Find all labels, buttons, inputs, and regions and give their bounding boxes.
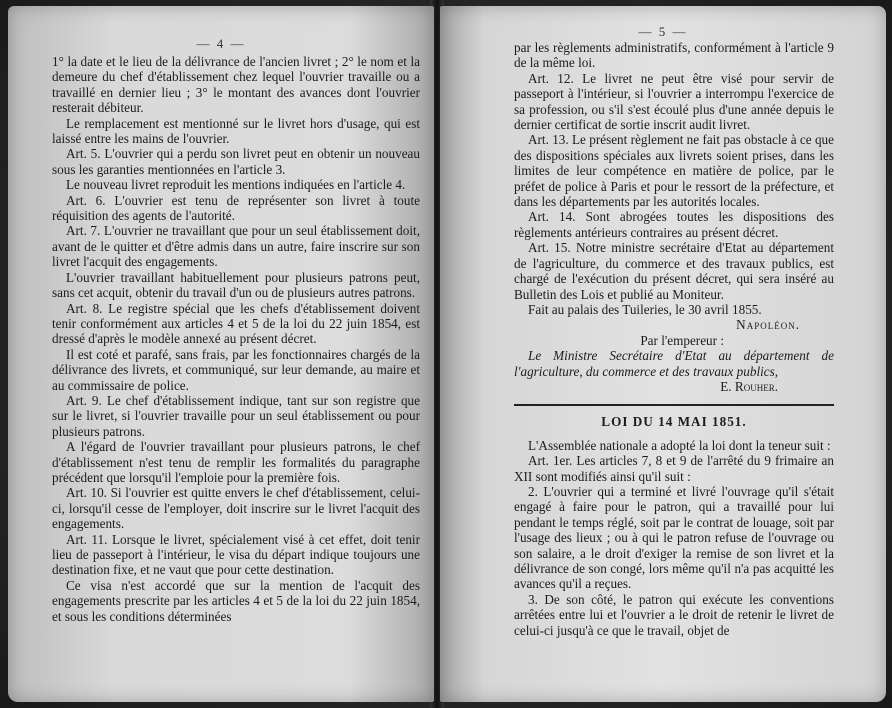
paragraph: A l'égard de l'ouvrier travaillant pour plusieurs patrons, le chef d'établissement n'est tenu de remplir les formalités du paragraphe précédent que lorsqu'il l'emploie pour la première fois. (52, 439, 420, 485)
page-number: — 4 — (196, 36, 246, 51)
paragraph: Art. 14. Sont abrogées toutes les dispositions des règlements antérieurs contraires au présent décret. (514, 209, 834, 240)
paragraph: Art. 7. L'ouvrier ne travaillant que pour un seul établissement doit, avant de le quitter et d'être admis dans un autre, faire inscrire sur son livret l'acquit des engagements. (52, 223, 420, 270)
signature-minister: Le Ministre Secrétaire d'Etat au département de l'agriculture, du commerce et des travaux publics, (514, 348, 834, 379)
paragraph: 1° la date et le lieu de la délivrance de l'ancien livret ; 2° le nom et la demeure du chef d'établissement chez lequel l'ouvrier travaille ou a travaillé en dernier lieu ; 3° le montant des avances dont l'ouvrier resterait débiteur. (52, 54, 420, 116)
paragraph: Le nouveau livret reproduit les mentions indiquées en l'article 4. (66, 177, 406, 193)
paragraph: Art. 13. Le présent règlement ne fait pas obstacle à ce que des dispositions spéciales aux livrets soient prises, dans les limites de leur compétence en matière de police, par le préfet de police à Paris et pour le ressort de la préfecture, et dans les départements par les autorités locales. (514, 132, 834, 210)
right-page (440, 6, 886, 702)
signature-signatory: E. Rouher. (720, 378, 778, 394)
signature-par: Par l'empereur : (640, 332, 724, 348)
paragraph: L'Assemblée nationale a adopté la loi dont la teneur suit : (528, 437, 831, 453)
paragraph: Art. 6. L'ouvrier est tenu de représenter son livret à toute réquisition des agents de l'autorité. (52, 192, 420, 224)
right-page-text (440, 40, 886, 638)
paragraph: Art. 8. Le registre spécial que les chefs d'établissement doivent tenir conformément aux articles 4 et 5 de la loi du 22 juin 1854, est dressé d'après le modèle annexé au présent décret. (52, 300, 420, 347)
paragraph: Art. 10. Si l'ouvrier est quitte envers le chef d'établissement, celui-ci, lorsqu'il cesse de l'employer, doit inscrire sur le livret l'acquit des engagements. (52, 485, 420, 532)
section-divider (514, 404, 834, 406)
left-page-text (8, 54, 434, 624)
paragraph: Art. 15. Notre ministre secrétaire d'Etat au département de l'agriculture, du commerce et des travaux publics, est chargé de l'exécution du présent décret, qui sera inséré au Bulletin des Lois et publié au Moniteur. (514, 240, 834, 302)
paragraph: Art. 5. L'ouvrier qui a perdu son livret peut en obtenir un nouveau sous les garanties mentionnées en l'article 3. (52, 146, 420, 177)
paragraph: Art. 9. Le chef d'établissement indique, tant sur son registre que sur le livret, si l'ouvrier travaille pour un seul établissement ou pour plusieurs patrons. (52, 392, 420, 439)
paragraph: Art. 11. Lorsque le livret, spécialement visé à cet effet, doit tenir lieu de passeport à l'intérieur, le visa du départ indique toujours une destination fixe, et ne vaut que pour cette destination. (52, 531, 420, 578)
signature-emperor: Napoléon. (736, 317, 800, 333)
paragraph: 2. L'ouvrier qui a terminé et livré l'ouvrage qu'il s'était engagé à faire pour le patron, qui a travaillé pour lui pendant le temps réglé, soit par le contrat de louage, soit par l'usage des lieux ; ou à qui le patron refuse de l'ouvrage ou son salaire, a le droit d'exiger la remise de son livret et la délivrance de son congé, lors même qu'il n'a pas acquitté les avances qu'il a reçues. (514, 483, 834, 592)
paragraph: Ce visa n'est accordé que sur la mention de l'acquit des engagements prescrite par les articles 4 et 5 de la loi du 22 juin 1854, et sous les conditions déterminées (52, 577, 420, 624)
paragraph: Art. 12. Le livret ne peut être visé pour servir de passeport à l'intérieur, si l'ouvrier a interrompu l'exercice de sa profession, ou s'il s'est écoulé plus d'une année depuis le dernier certificat de sortie inscrit audit livret. (514, 70, 834, 133)
signature-date: Fait au palais des Tuileries, le 30 avril 1855. (528, 301, 762, 317)
paragraph: Il est coté et parafé, sans frais, par les fonctionnaires chargés de la délivrance des livrets, et communiqué, sur leur demande, au maire et au commissaire de police. (52, 346, 420, 393)
paragraph: L'ouvrier travaillant habituellement pour plusieurs patrons peut, sans cet acquit, obtenir du travail d'un ou de plusieurs autres patrons. (52, 269, 420, 301)
left-page (8, 6, 434, 702)
paragraph: par les règlements administratifs, conformément à l'article 9 de la même loi. (514, 40, 834, 71)
law-heading: LOI DU 14 MAI 1851. (601, 414, 747, 430)
paragraph: Le remplacement est mentionné sur le livret hors d'usage, qui est laissé entre les mains de l'ouvrier. (52, 115, 420, 147)
page-number: — 5 — (638, 24, 688, 39)
paragraph: Art. 1er. Les articles 7, 8 et 9 de l'arrêté du 9 frimaire an XII sont modifiés ainsi qu'il suit : (514, 453, 834, 484)
paragraph: 3. De son côté, le patron qui exécute les conventions arrêtées entre lui et l'ouvrier a le droit de retenir le livret de celui-ci jusqu'à ce que le travail, objet de (514, 591, 834, 638)
